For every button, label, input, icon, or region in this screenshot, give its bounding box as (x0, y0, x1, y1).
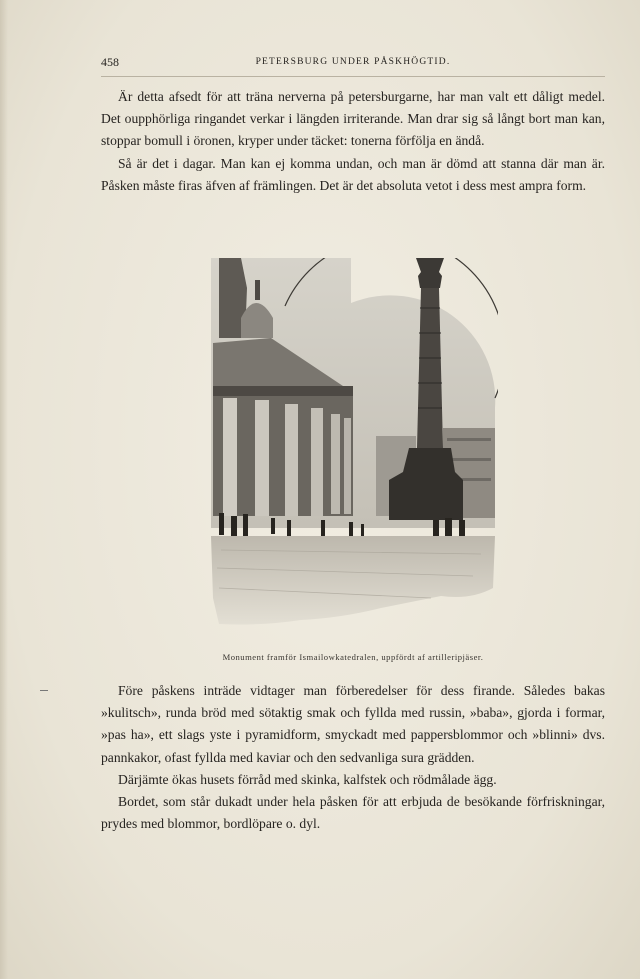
running-title: PETERSBURG UNDER PÅSKHÖGTID. (255, 57, 451, 67)
halftone-photograph (211, 258, 498, 628)
paragraph: Därjämte ökas husets förråd med skinka, kalfstek och rödmålade ägg. (118, 771, 497, 787)
text-block-bottom (101, 680, 605, 835)
page-edge-shadow (0, 0, 8, 979)
header-rule (101, 76, 605, 77)
page-header (101, 55, 605, 73)
page-number: 458 (101, 55, 119, 69)
photo-monument-ismailov-cathedral (211, 258, 498, 628)
margin-mark (40, 690, 48, 691)
paragraph: Före påskens inträde vidtager man förberedelser för dess firande. Således bakas »kulitsch», runda bröd med sötaktig smak och fyllda med russin, »baba», gjorda i formar, »pas ha», ett slags yste i pyramidform, smyckadt med pappersblommor och »blinni» dvs. pannkakor, ofast fyllda med kaviar och den sedvanliga sura grädden. (101, 683, 605, 765)
text-block-top (101, 86, 605, 197)
figure-caption: Monument framför Ismailowkatedralen, uppfördt af artilleripjäser. (222, 652, 484, 662)
paragraph: Bordet, som står dukadt under hela påsken för att erbjuda de besökande förfriskningar, prydes med blommor, bordlöpare o. dyl. (101, 794, 605, 832)
paragraph: Är detta afsedt för att träna nerverna på petersburgarne, har man valt ett dåligt medel. Det oupphörliga ringandet verkar i längden irriterande. Man drar sig så långt bort man kan, stoppar bomull i öronen, kryper under täcket: tonerna förfölja en ändå. (101, 89, 605, 149)
paragraph: Så är det i dagar. Man kan ej komma undan, och man är dömd att stanna där man är. Påsken måste firas äfven af främlingen. Det är det absoluta vetot i dess mest ampra form. (101, 155, 605, 193)
